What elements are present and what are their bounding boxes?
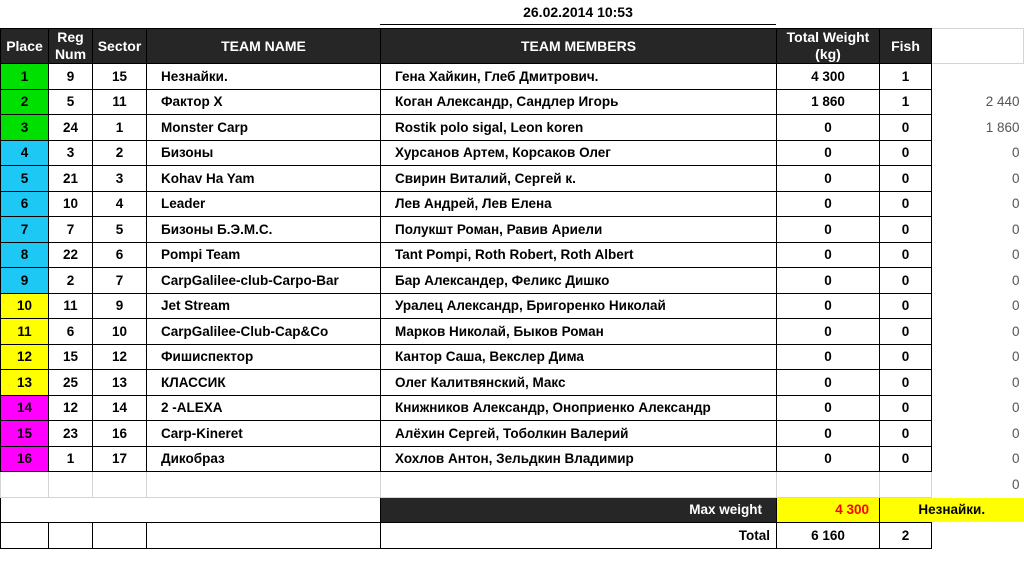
empty-cell[interactable] <box>93 472 147 498</box>
side-value-cell[interactable]: 0 <box>1011 145 1020 161</box>
total-weight-cell[interactable]: 0 <box>777 370 880 396</box>
fish-cell[interactable]: 1 <box>880 64 932 90</box>
table-row <box>1 140 1024 166</box>
team-members-cell[interactable]: Tant Pompi, Roth Robert, Roth Albert <box>381 242 777 268</box>
empty-cell[interactable] <box>381 472 777 498</box>
fish-cell[interactable]: 1 <box>880 89 932 115</box>
team-name-cell[interactable]: Kohav Ha Yam <box>147 166 381 192</box>
side-value-cell[interactable]: 0 <box>1011 323 1020 339</box>
side-value-cell[interactable]: 0 <box>1011 400 1020 416</box>
side-value-cell[interactable]: 2 440 <box>985 94 1020 110</box>
table-row <box>1 64 1024 90</box>
total-weight-cell[interactable]: 0 <box>777 268 880 294</box>
total-weight-cell[interactable]: 0 <box>777 166 880 192</box>
sector-cell[interactable]: 2 <box>93 140 147 166</box>
side-value-cell[interactable]: 0 <box>1011 221 1020 237</box>
table-row <box>1 242 1024 268</box>
reg-num-cell[interactable]: 7 <box>49 217 93 243</box>
header-total-weight[interactable]: Total Weight (kg) <box>777 29 880 64</box>
total-weight-cell[interactable]: 0 <box>777 446 880 472</box>
total-weight-cell[interactable]: 0 <box>777 140 880 166</box>
reg-num-cell[interactable]: 22 <box>49 242 93 268</box>
side-value-cell[interactable]: 0 <box>1011 272 1020 288</box>
place-cell[interactable]: 7 <box>1 217 49 243</box>
reg-num-cell[interactable]: 1 <box>49 446 93 472</box>
team-members-cell[interactable]: Бар Александер, Феликс Дишко <box>381 268 777 294</box>
total-weight-cell[interactable]: 0 <box>777 293 880 319</box>
sector-cell[interactable]: 16 <box>93 421 147 447</box>
reg-num-cell[interactable]: 5 <box>49 89 93 115</box>
team-members-cell[interactable]: Книжников Александр, Оноприенко Александр <box>381 395 777 421</box>
total-fish-sum[interactable]: 2 <box>880 523 932 549</box>
team-name-cell[interactable]: Незнайки. <box>147 64 381 90</box>
header-team-members[interactable]: TEAM MEMBERS <box>381 29 777 64</box>
team-members-cell[interactable]: Гена Хайкин, Глеб Дмитрович. <box>381 64 777 90</box>
sector-cell[interactable]: 4 <box>93 191 147 217</box>
side-value-cell[interactable]: 0 <box>1011 349 1020 365</box>
sector-cell[interactable]: 7 <box>93 268 147 294</box>
reg-num-cell[interactable]: 21 <box>49 166 93 192</box>
place-cell[interactable]: 3 <box>1 115 49 141</box>
team-name-cell[interactable]: Бизоны Б.Э.М.С. <box>147 217 381 243</box>
reg-num-cell[interactable]: 15 <box>49 344 93 370</box>
place-cell[interactable]: 9 <box>1 268 49 294</box>
max-weight-row <box>1 497 1024 523</box>
table-row <box>1 268 1024 294</box>
team-members-cell[interactable]: Уралец Александр, Бригоренко Николай <box>381 293 777 319</box>
fish-cell[interactable]: 0 <box>880 421 932 447</box>
total-row <box>1 523 1024 549</box>
table-row <box>1 293 1024 319</box>
place-cell[interactable]: 6 <box>1 191 49 217</box>
team-name-cell[interactable]: Дикобраз <box>147 446 381 472</box>
fish-cell[interactable]: 0 <box>880 217 932 243</box>
side-value-cell[interactable]: 0 <box>1011 374 1020 390</box>
sector-cell[interactable]: 10 <box>93 319 147 345</box>
table-row <box>1 370 1024 396</box>
side-value-cell[interactable]: 0 <box>1011 170 1020 186</box>
fish-cell[interactable]: 0 <box>880 268 932 294</box>
total-weight-cell[interactable]: 0 <box>777 242 880 268</box>
max-weight-value[interactable]: 4 300 <box>777 497 880 523</box>
reg-num-cell[interactable]: 25 <box>49 370 93 396</box>
reg-num-cell[interactable]: 11 <box>49 293 93 319</box>
place-cell[interactable]: 8 <box>1 242 49 268</box>
team-members-cell[interactable]: Полукшт Роман, Равив Ариели <box>381 217 777 243</box>
team-members-cell[interactable]: Свирин Виталий, Сергей к. <box>381 166 777 192</box>
empty-cell[interactable] <box>1 472 49 498</box>
empty-cell[interactable] <box>147 472 381 498</box>
fish-cell[interactable]: 0 <box>880 115 932 141</box>
sector-cell[interactable]: 14 <box>93 395 147 421</box>
timestamp: 26.02.2014 10:53 <box>380 0 776 25</box>
table-row <box>1 115 1024 141</box>
header-row <box>1 29 1024 64</box>
header-sector[interactable]: Sector <box>93 29 147 64</box>
side-value-cell[interactable]: 0 <box>1011 247 1020 263</box>
sector-cell[interactable]: 6 <box>93 242 147 268</box>
place-cell[interactable]: 13 <box>1 370 49 396</box>
team-members-cell[interactable]: Олег Калитвянский, Макс <box>381 370 777 396</box>
team-members-cell[interactable]: Хурсанов Артем, Корсаков Олег <box>381 140 777 166</box>
empty-cell[interactable] <box>1 523 49 549</box>
fish-cell[interactable]: 0 <box>880 140 932 166</box>
fish-cell[interactable]: 0 <box>880 242 932 268</box>
team-name-cell[interactable]: Бизоны <box>147 140 381 166</box>
team-members-cell[interactable]: Rostik polo sigal, Leon koren <box>381 115 777 141</box>
table-row <box>1 89 1024 115</box>
place-cell[interactable]: 14 <box>1 395 49 421</box>
place-cell[interactable]: 12 <box>1 344 49 370</box>
side-value-cell[interactable]: 0 <box>1011 451 1020 467</box>
empty-cell[interactable] <box>1 497 381 523</box>
table-row <box>1 191 1024 217</box>
place-cell[interactable]: 4 <box>1 140 49 166</box>
header-fish[interactable]: Fish <box>880 29 932 64</box>
fish-cell[interactable]: 0 <box>880 370 932 396</box>
place-cell[interactable]: 5 <box>1 166 49 192</box>
fish-cell[interactable]: 0 <box>880 395 932 421</box>
place-cell[interactable]: 16 <box>1 446 49 472</box>
team-name-cell[interactable]: Monster Carp <box>147 115 381 141</box>
total-weight-cell[interactable]: 1 860 <box>777 89 880 115</box>
side-value-cell[interactable] <box>932 64 1024 90</box>
table-row <box>1 319 1024 345</box>
reg-num-cell[interactable]: 6 <box>49 319 93 345</box>
team-members-cell[interactable]: Алёхин Сергей, Тоболкин Валерий <box>381 421 777 447</box>
total-weight-cell[interactable]: 0 <box>777 191 880 217</box>
table-row <box>1 421 1024 447</box>
side-cell[interactable] <box>932 29 1024 64</box>
team-name-cell[interactable]: Carp-Kineret <box>147 421 381 447</box>
empty-cell[interactable] <box>880 472 932 498</box>
sector-cell[interactable]: 1 <box>93 115 147 141</box>
total-weight-cell[interactable]: 0 <box>777 319 880 345</box>
side-value-cell[interactable]: 0 <box>1011 298 1020 314</box>
sector-cell[interactable]: 17 <box>93 446 147 472</box>
team-members-cell[interactable]: Кантор Саша, Векслер Дима <box>381 344 777 370</box>
team-members-cell[interactable]: Хохлов Антон, Зельдкин Владимир <box>381 446 777 472</box>
fish-cell[interactable]: 0 <box>880 446 932 472</box>
team-members-cell[interactable]: Лев Андрей, Лев Елена <box>381 191 777 217</box>
table-row <box>1 446 1024 472</box>
place-cell[interactable]: 2 <box>1 89 49 115</box>
total-weight-cell[interactable]: 0 <box>777 395 880 421</box>
place-cell[interactable]: 15 <box>1 421 49 447</box>
total-weight-cell[interactable]: 0 <box>777 344 880 370</box>
sector-cell[interactable]: 3 <box>93 166 147 192</box>
reg-num-cell[interactable]: 2 <box>49 268 93 294</box>
reg-num-cell[interactable]: 23 <box>49 421 93 447</box>
reg-num-cell[interactable]: 12 <box>49 395 93 421</box>
results-table <box>0 28 1024 549</box>
team-members-cell[interactable]: Коган Александр, Сандлер Игорь <box>381 89 777 115</box>
empty-row <box>1 472 1024 498</box>
table-row <box>1 344 1024 370</box>
empty-cell[interactable] <box>49 472 93 498</box>
sector-cell[interactable]: 9 <box>93 293 147 319</box>
team-members-cell[interactable]: Марков Николай, Быков Роман <box>381 319 777 345</box>
sector-cell[interactable]: 15 <box>93 64 147 90</box>
side-cell[interactable] <box>932 523 1024 549</box>
team-name-cell[interactable]: CarpGalilee-club-Carpo-Bar <box>147 268 381 294</box>
header-team-name[interactable]: TEAM NAME <box>147 29 381 64</box>
empty-cell[interactable] <box>93 523 147 549</box>
sector-cell[interactable]: 11 <box>93 89 147 115</box>
team-name-cell[interactable]: Фактор Х <box>147 89 381 115</box>
max-weight-team[interactable]: Незнайки. <box>880 497 1024 523</box>
fish-cell[interactable]: 0 <box>880 191 932 217</box>
empty-cell[interactable] <box>777 472 880 498</box>
place-cell[interactable]: 11 <box>1 319 49 345</box>
side-value-cell[interactable]: 0 <box>1011 425 1020 441</box>
team-name-cell[interactable]: CarpGalilee-Club-Cap&Co <box>147 319 381 345</box>
header-place[interactable]: Place <box>1 29 49 64</box>
table-row <box>1 395 1024 421</box>
side-value-cell[interactable]: 0 <box>1011 476 1020 492</box>
reg-num-cell[interactable]: 10 <box>49 191 93 217</box>
empty-cell[interactable] <box>147 523 381 549</box>
total-weight-cell[interactable]: 0 <box>777 115 880 141</box>
place-cell[interactable]: 1 <box>1 64 49 90</box>
fish-cell[interactable]: 0 <box>880 166 932 192</box>
sector-cell[interactable]: 12 <box>93 344 147 370</box>
team-name-cell[interactable]: Фишиспектор <box>147 344 381 370</box>
side-value-cell[interactable]: 1 860 <box>985 119 1020 135</box>
max-weight-label[interactable]: Max weight <box>381 497 777 523</box>
fish-cell[interactable]: 0 <box>880 293 932 319</box>
side-value-cell[interactable]: 0 <box>1011 196 1020 212</box>
reg-num-cell[interactable]: 3 <box>49 140 93 166</box>
fish-cell[interactable]: 0 <box>880 319 932 345</box>
total-weight-sum[interactable]: 6 160 <box>777 523 880 549</box>
table-row <box>1 217 1024 243</box>
team-name-cell[interactable]: 2 -ALEXA <box>147 395 381 421</box>
reg-num-cell[interactable]: 9 <box>49 64 93 90</box>
fish-cell[interactable]: 0 <box>880 344 932 370</box>
total-label[interactable]: Total <box>381 523 777 549</box>
team-name-cell[interactable]: Leader <box>147 191 381 217</box>
sector-cell[interactable]: 5 <box>93 217 147 243</box>
reg-num-cell[interactable]: 24 <box>49 115 93 141</box>
empty-cell[interactable] <box>49 523 93 549</box>
header-reg-num[interactable]: Reg Num <box>49 29 93 64</box>
place-cell[interactable]: 10 <box>1 293 49 319</box>
sector-cell[interactable]: 13 <box>93 370 147 396</box>
team-name-cell[interactable]: КЛАССИК <box>147 370 381 396</box>
table-row <box>1 166 1024 192</box>
team-name-cell[interactable]: Pompi Team <box>147 242 381 268</box>
team-name-cell[interactable]: Jet Stream <box>147 293 381 319</box>
total-weight-cell[interactable]: 0 <box>777 217 880 243</box>
total-weight-cell[interactable]: 0 <box>777 421 880 447</box>
total-weight-cell[interactable]: 4 300 <box>777 64 880 90</box>
